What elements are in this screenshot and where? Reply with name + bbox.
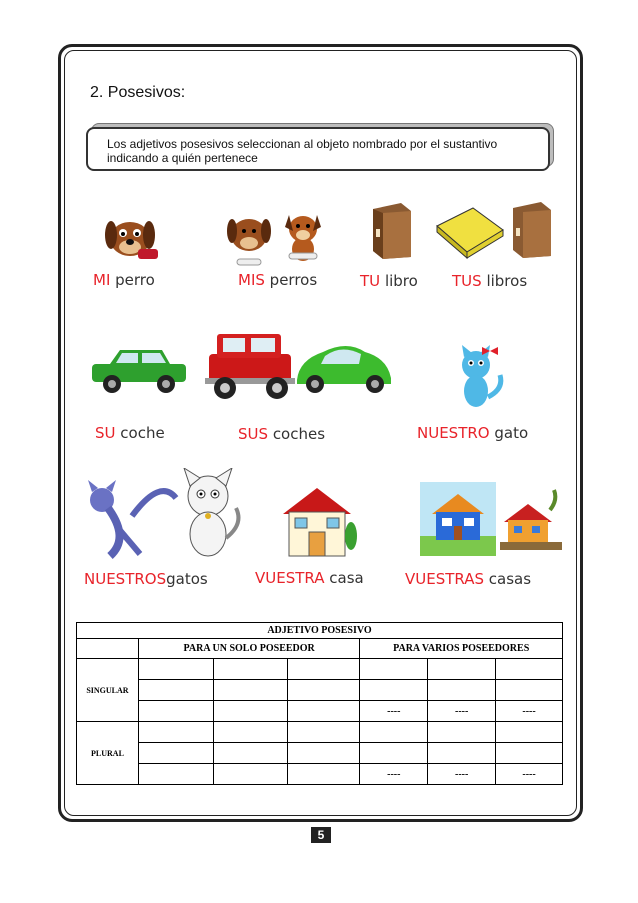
possessive-table (76, 622, 563, 785)
table-corner-cell (77, 639, 139, 659)
page-number: 5 (311, 827, 331, 843)
example-label-5: SU coche (95, 424, 165, 442)
cat-icon (452, 345, 508, 413)
table-cell[interactable] (428, 680, 496, 701)
house-icon (279, 486, 357, 560)
two-houses-icon (418, 480, 566, 558)
table-cell[interactable] (138, 680, 213, 701)
dog-icon (94, 205, 164, 263)
table-cell[interactable] (360, 743, 428, 764)
header-one-possessor: PARA UN SOLO POSEEDOR (138, 639, 359, 659)
two-books-icon (433, 200, 555, 264)
table-cell[interactable] (428, 722, 496, 743)
two-dogs-icon (219, 205, 331, 269)
dash-cell: ---- (496, 701, 563, 722)
table-cell[interactable] (496, 722, 563, 743)
dash-cell: ---- (496, 764, 563, 785)
example-label-10: VUESTRAS casas (405, 570, 532, 588)
table-cell[interactable] (138, 659, 213, 680)
table-cell[interactable] (213, 701, 287, 722)
dash-cell: ---- (360, 701, 428, 722)
section-title: 2. Posesivos: (90, 84, 186, 101)
example-label-8: NUESTROSgatos (84, 570, 208, 588)
dash-cell: ---- (428, 764, 496, 785)
table-title: ADJETIVO POSESIVO (77, 623, 563, 639)
table-cell[interactable] (360, 680, 428, 701)
table-cell[interactable] (428, 659, 496, 680)
table-cell[interactable] (360, 722, 428, 743)
table-cell[interactable] (213, 764, 287, 785)
table-cell[interactable] (138, 722, 213, 743)
car-icon (90, 346, 188, 396)
table-cell[interactable] (213, 680, 287, 701)
table-cell[interactable] (496, 680, 563, 701)
row-label-plural: PLURAL (77, 722, 139, 785)
example-label-7: NUESTRO gato (417, 424, 529, 442)
example-label-4: TUS libros (452, 272, 528, 290)
dash-cell: ---- (428, 701, 496, 722)
book-icon (367, 201, 415, 261)
table-cell[interactable] (213, 722, 287, 743)
table-cell[interactable] (287, 659, 360, 680)
definition-box: Los adjetivos posesivos seleccionan al objeto nombrado por el sustantivo indicando a quién pertenece (86, 127, 550, 171)
table-cell[interactable] (287, 722, 360, 743)
two-cats-icon (80, 468, 244, 560)
example-label-6: SUS coches (238, 425, 326, 443)
table-cell[interactable] (428, 743, 496, 764)
table-cell[interactable] (360, 659, 428, 680)
table-cell[interactable] (287, 764, 360, 785)
example-label-1: MI perro (93, 271, 155, 289)
table-cell[interactable] (287, 743, 360, 764)
table-cell[interactable] (213, 743, 287, 764)
row-label-singular: SINGULAR (77, 659, 139, 722)
table-cell[interactable] (138, 764, 213, 785)
example-label-3: TU libro (360, 272, 418, 290)
table-cell[interactable] (496, 743, 563, 764)
table-cell[interactable] (138, 743, 213, 764)
table-cell[interactable] (287, 680, 360, 701)
table-cell[interactable] (496, 659, 563, 680)
two-cars-icon (203, 330, 393, 402)
dash-cell: ---- (360, 764, 428, 785)
example-label-9: VUESTRA casa (255, 569, 364, 587)
table-cell[interactable] (138, 701, 213, 722)
header-many-possessors: PARA VARIOS POSEEDORES (360, 639, 563, 659)
table-cell[interactable] (213, 659, 287, 680)
table-cell[interactable] (287, 701, 360, 722)
example-label-2: MIS perros (238, 271, 318, 289)
